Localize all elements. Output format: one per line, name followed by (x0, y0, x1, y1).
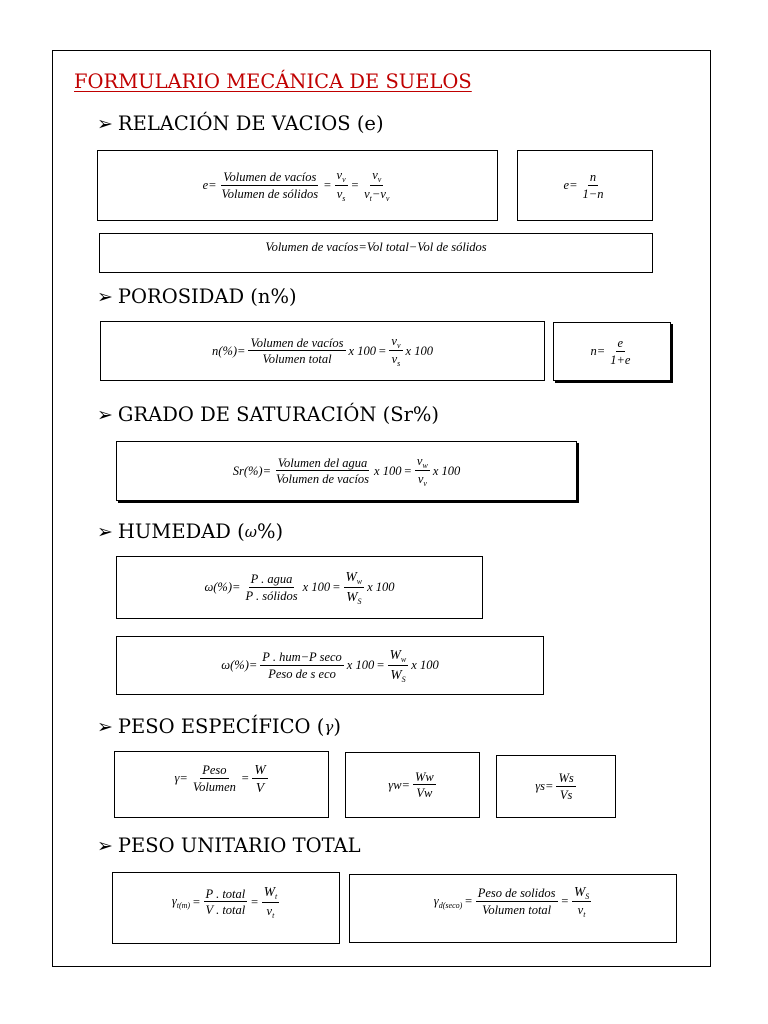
formula-box-moisture-2: ω(%)= $\frac{\text{P . hum−P seco}}{\text{Peso de s eco}}$ x 100 = $\frac{W_w}{W_S}$ x 100 (116, 636, 544, 695)
heading-porosidad: ➢ POROSIDAD (n%) (97, 285, 297, 308)
arrow-bullet-icon: ➢ (97, 112, 113, 135)
arrow-bullet-icon: ➢ (97, 834, 113, 857)
formula-box-porosity-ratio: n= $\frac{e}{1+e}$ (553, 322, 671, 381)
formula-box-void-ratio: e= $\frac{\text{Volumen de vacíos}}{\text{Volumen de sólidos}}$ = $\frac{v_v}{v_s}$ = $\frac{v_v}{v_t-v_v}$ (97, 150, 498, 221)
arrow-bullet-icon: ➢ (97, 403, 113, 426)
arrow-bullet-icon: ➢ (97, 520, 113, 543)
formula-box-total-unit-weight: $\gamma_{t(m)}$ = $\frac{\text{P . total}}{\text{V . total}}$ = $\frac{W_t}{v_t}$ (112, 872, 340, 944)
heading-relacion-vacios: ➢ RELACIÓN DE VACIOS (e) (97, 112, 384, 135)
heading-peso-unitario: ➢ PESO UNITARIO TOTAL (97, 834, 361, 857)
arrow-bullet-icon: ➢ (97, 285, 113, 308)
formula-box-solid-weight: γs= $\frac{Ws}{Vs}$ (496, 755, 616, 818)
page-title: FORMULARIO MECÁNICA DE SUELOS (74, 70, 472, 93)
heading-humedad: ➢ HUMEDAD ( ω %) (97, 520, 284, 543)
heading-saturacion: ➢ GRADO DE SATURACIÓN (Sr%) (97, 403, 440, 426)
formula-box-porosity: n(%)= $\frac{\text{Volumen de vacíos}}{\text{Volumen total}}$ x 100 = $\frac{v_v}{v_s}$ x 100 (100, 321, 545, 381)
formula-box-specific-weight: γ= $\frac{\text{Peso}}{\text{Volumen}}$ = $\frac{W}{V}$ (114, 751, 329, 818)
arrow-bullet-icon: ➢ (97, 715, 113, 738)
formula-box-saturation: Sr(%)= $\frac{\text{Volumen del agua}}{\text{Volumen de vacíos}}$ x 100 = $\frac{v_w}{v_v}$ x 100 (116, 441, 577, 501)
formula-box-void-ratio-porosity: e= $\frac{n}{1-n}$ (517, 150, 653, 221)
heading-peso-especifico: ➢ PESO ESPECÍFICO ( γ ) (97, 715, 341, 738)
formula-box-water-weight: γw= $\frac{Ww}{Vw}$ (345, 752, 480, 818)
formula-box-dry-unit-weight: $\gamma_{d(seco)}$ = $\frac{\text{Peso de solidos}}{\text{Volumen total}}$ = $\frac{W_S}{v_t}$ (349, 874, 677, 943)
formula-box-void-volume: Volumen de vacíos=Vol total−Vol de sólidos (99, 233, 653, 273)
formula-box-moisture-1: ω(%)= $\frac{\text{P . agua}}{\text{P . sólidos}}$ x 100 = $\frac{W_w}{W_S}$ x 100 (116, 556, 483, 619)
